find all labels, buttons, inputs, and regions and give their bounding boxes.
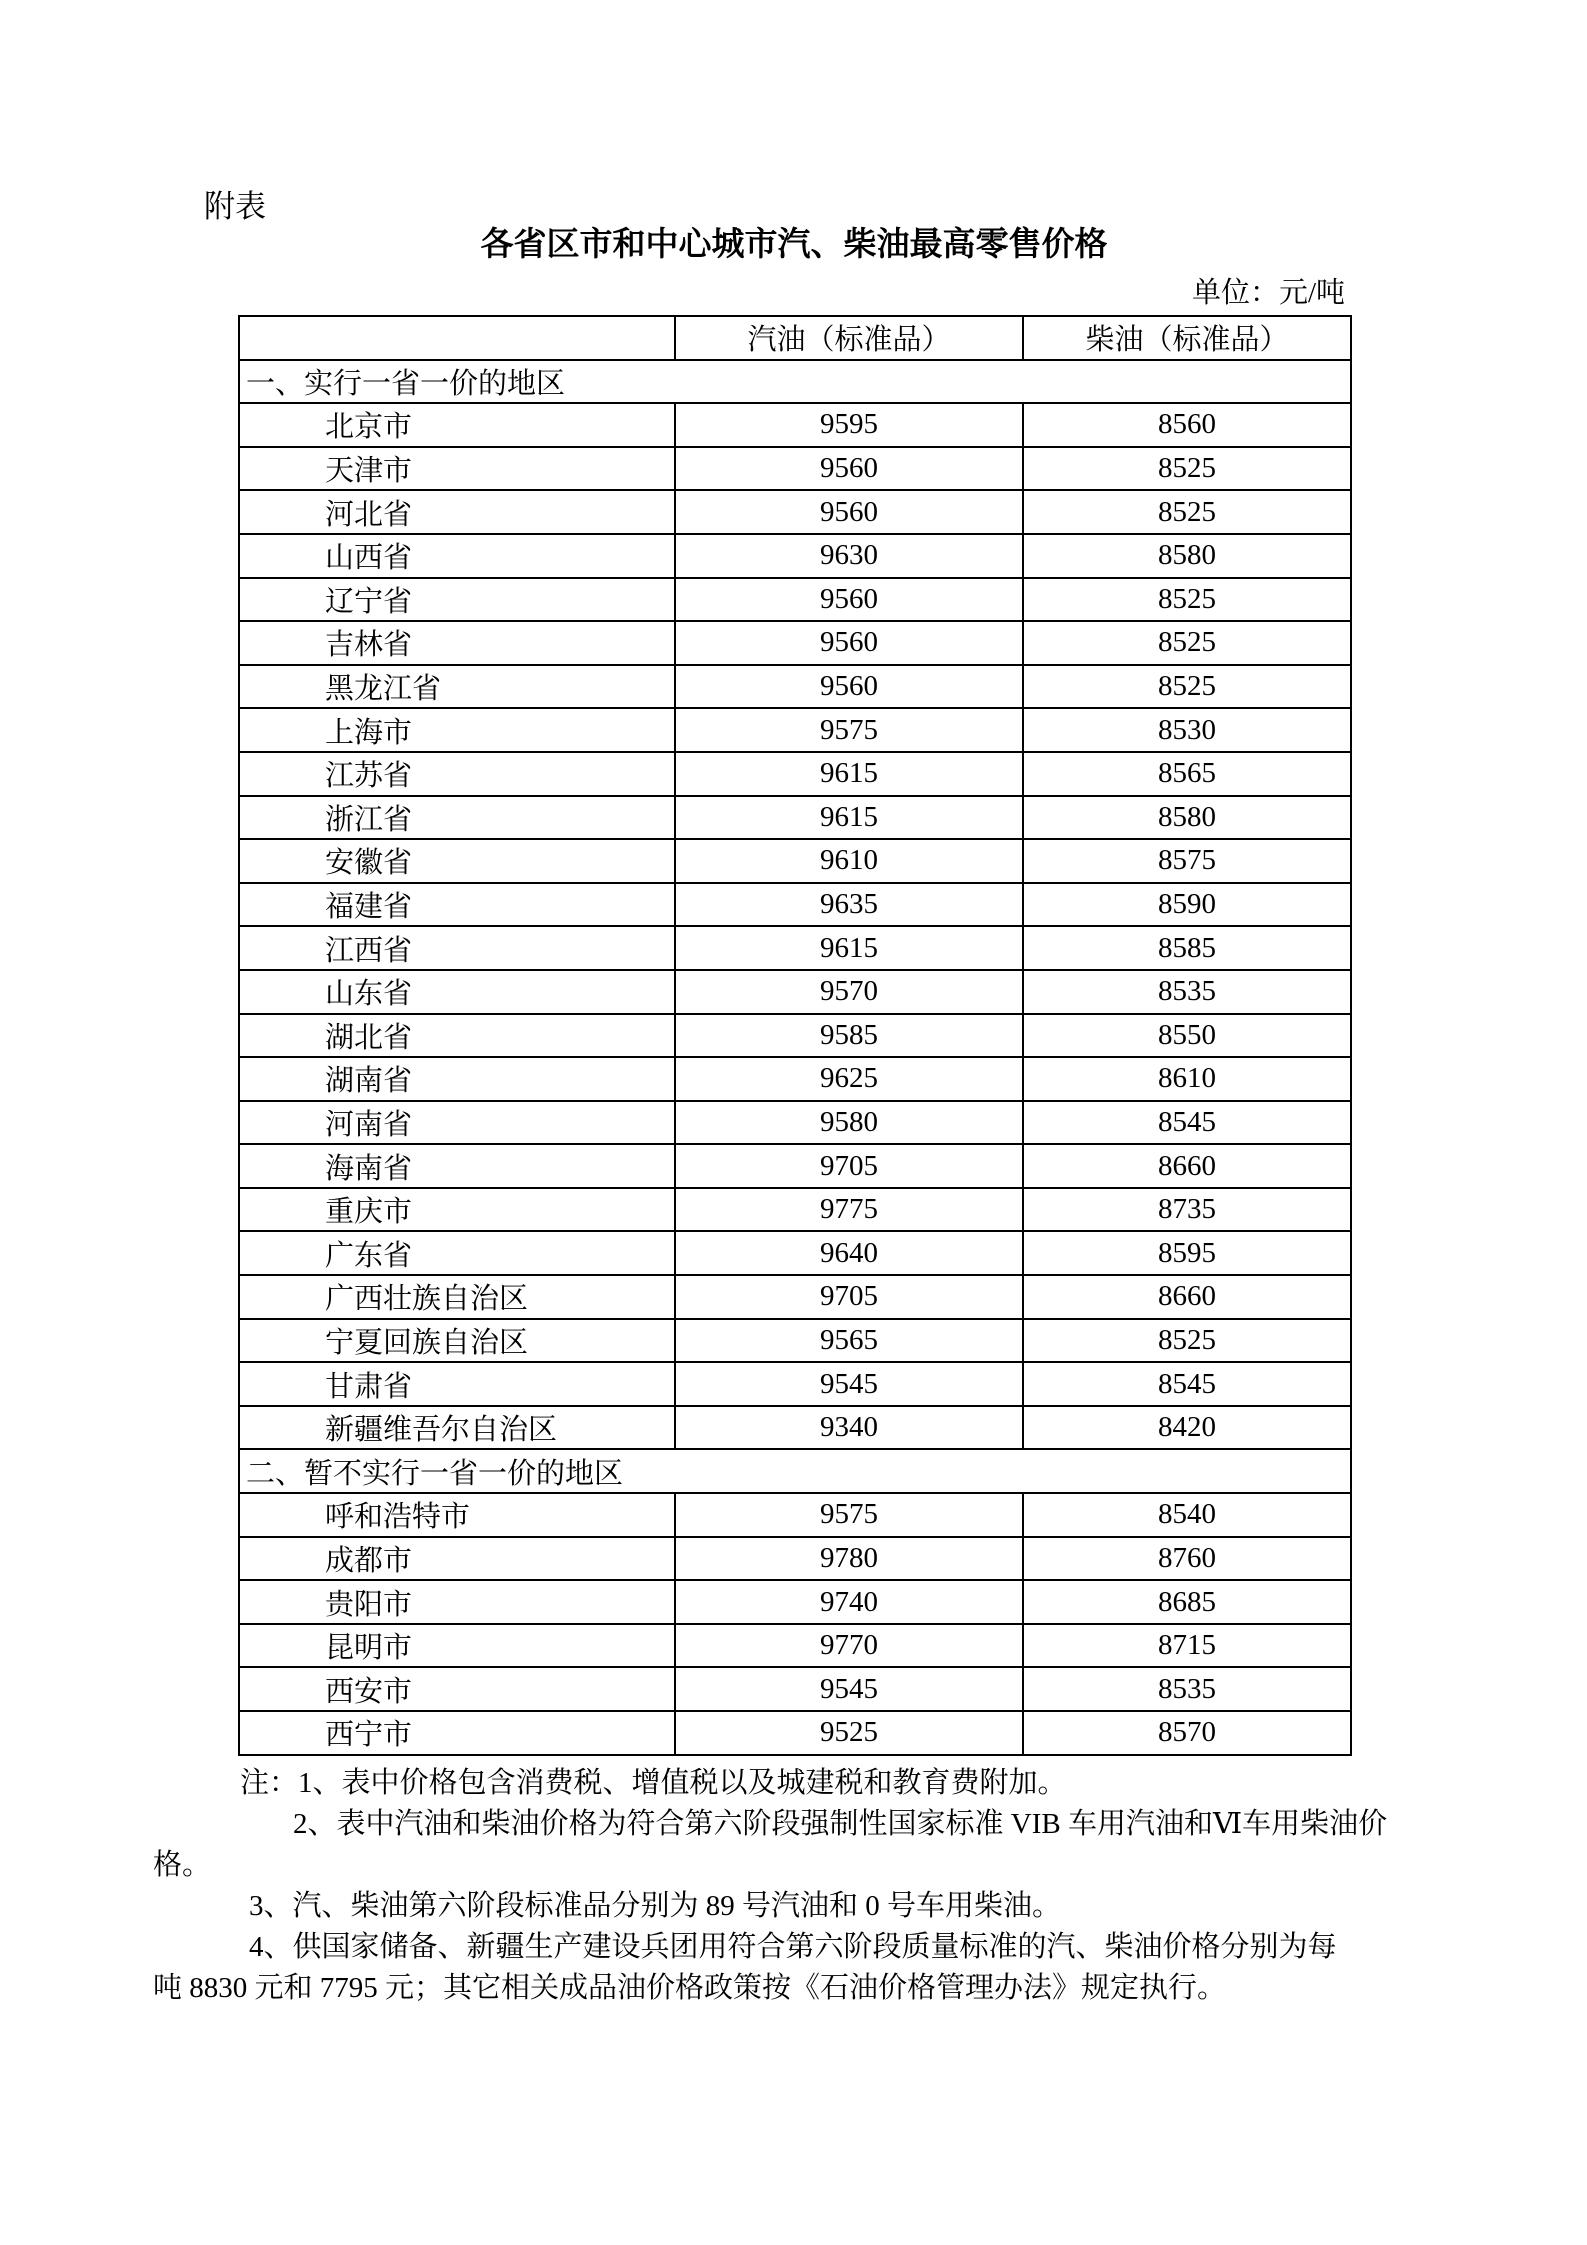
table-row	[239, 490, 1351, 534]
table-row	[239, 447, 1351, 491]
table-row	[239, 970, 1351, 1014]
gasoline-price-cell: 9560	[675, 621, 1023, 665]
table-row	[239, 1711, 1351, 1755]
table-row	[239, 926, 1351, 970]
region-cell: 天津市	[239, 447, 675, 491]
diesel-price-cell: 8580	[1023, 534, 1351, 578]
diesel-price-cell: 8545	[1023, 1362, 1351, 1406]
table-row	[239, 1057, 1351, 1101]
gasoline-price-cell: 9775	[675, 1188, 1023, 1232]
diesel-price-cell: 8565	[1023, 752, 1351, 796]
table-row	[239, 1493, 1351, 1537]
page-title: 各省区市和中心城市汽、柴油最高零售价格	[480, 225, 1108, 262]
region-cell: 成都市	[239, 1537, 675, 1581]
table-row	[239, 1537, 1351, 1581]
region-header-cell	[239, 316, 675, 360]
region-cell: 福建省	[239, 883, 675, 927]
gasoline-price-cell: 9560	[675, 578, 1023, 622]
gasoline-price-cell: 9560	[675, 447, 1023, 491]
gasoline-price-cell: 9560	[675, 665, 1023, 709]
diesel-price-cell: 8735	[1023, 1188, 1351, 1232]
table-row	[239, 883, 1351, 927]
note-line: 3、汽、柴油第六阶段标准品分别为 89 号汽油和 0 号车用柴油。	[249, 1890, 1062, 1922]
gasoline-price-cell: 9630	[675, 534, 1023, 578]
table-row	[239, 621, 1351, 665]
region-cell: 湖南省	[239, 1057, 675, 1101]
notes-section	[153, 1763, 1473, 2009]
annex-label: 附表	[204, 189, 266, 224]
table-row	[239, 1231, 1351, 1275]
table-row	[239, 1101, 1351, 1145]
gasoline-price-cell: 9545	[675, 1667, 1023, 1711]
region-cell: 昆明市	[239, 1624, 675, 1668]
diesel-price-cell: 8535	[1023, 1667, 1351, 1711]
gasoline-price-cell: 9580	[675, 1101, 1023, 1145]
gasoline-header-cell: 汽油（标准品）	[675, 316, 1023, 360]
diesel-price-cell: 8530	[1023, 708, 1351, 752]
gasoline-price-cell: 9575	[675, 1493, 1023, 1537]
region-cell: 山东省	[239, 970, 675, 1014]
region-cell: 重庆市	[239, 1188, 675, 1232]
table-row	[239, 1667, 1351, 1711]
region-cell: 上海市	[239, 708, 675, 752]
region-cell: 呼和浩特市	[239, 1493, 675, 1537]
table-row	[239, 403, 1351, 447]
table-row	[239, 1362, 1351, 1406]
region-cell: 北京市	[239, 403, 675, 447]
table-row	[239, 1188, 1351, 1232]
unit-label: 单位：元/吨	[1191, 277, 1345, 309]
diesel-price-cell: 8760	[1023, 1537, 1351, 1581]
gasoline-price-cell: 9615	[675, 926, 1023, 970]
region-cell: 广东省	[239, 1231, 675, 1275]
diesel-price-cell: 8560	[1023, 403, 1351, 447]
gasoline-price-cell: 9610	[675, 839, 1023, 883]
diesel-price-cell: 8525	[1023, 447, 1351, 491]
table-row	[239, 665, 1351, 709]
table-row	[239, 578, 1351, 622]
gasoline-price-cell: 9640	[675, 1231, 1023, 1275]
gasoline-price-cell: 9525	[675, 1711, 1023, 1755]
diesel-price-cell: 8535	[1023, 970, 1351, 1014]
gasoline-price-cell: 9545	[675, 1362, 1023, 1406]
diesel-price-cell: 8610	[1023, 1057, 1351, 1101]
note-line: 4、供国家储备、新疆生产建设兵团用符合第六阶段质量标准的汽、柴油价格分别为每	[249, 1931, 1337, 1963]
diesel-price-cell: 8685	[1023, 1580, 1351, 1624]
table-row	[239, 534, 1351, 578]
region-cell: 辽宁省	[239, 578, 675, 622]
region-cell: 甘肃省	[239, 1362, 675, 1406]
gasoline-price-cell: 9705	[675, 1144, 1023, 1188]
diesel-price-cell: 8550	[1023, 1014, 1351, 1058]
table-row	[239, 839, 1351, 883]
region-cell: 湖北省	[239, 1014, 675, 1058]
diesel-price-cell: 8570	[1023, 1711, 1351, 1755]
table-row	[239, 1275, 1351, 1319]
region-cell: 安徽省	[239, 839, 675, 883]
region-cell: 海南省	[239, 1144, 675, 1188]
table-row	[239, 1144, 1351, 1188]
table-row	[239, 1580, 1351, 1624]
gasoline-price-cell: 9615	[675, 796, 1023, 840]
gasoline-price-cell: 9575	[675, 708, 1023, 752]
diesel-price-cell: 8660	[1023, 1275, 1351, 1319]
diesel-price-cell: 8715	[1023, 1624, 1351, 1668]
gasoline-price-cell: 9560	[675, 490, 1023, 534]
diesel-price-cell: 8525	[1023, 665, 1351, 709]
gasoline-price-cell: 9595	[675, 403, 1023, 447]
gasoline-price-cell: 9705	[675, 1275, 1023, 1319]
diesel-price-cell: 8575	[1023, 839, 1351, 883]
gasoline-price-cell: 9780	[675, 1537, 1023, 1581]
gasoline-price-cell: 9770	[675, 1624, 1023, 1668]
table-row	[239, 752, 1351, 796]
diesel-header-cell: 柴油（标准品）	[1023, 316, 1351, 360]
region-cell: 河南省	[239, 1101, 675, 1145]
diesel-price-cell: 8525	[1023, 578, 1351, 622]
region-cell: 山西省	[239, 534, 675, 578]
gasoline-price-cell: 9625	[675, 1057, 1023, 1101]
diesel-price-cell: 8585	[1023, 926, 1351, 970]
diesel-price-cell: 8590	[1023, 883, 1351, 927]
table-row	[239, 1406, 1351, 1450]
section-row	[239, 360, 1351, 404]
gasoline-price-cell: 9340	[675, 1406, 1023, 1450]
region-cell: 浙江省	[239, 796, 675, 840]
gasoline-price-cell: 9585	[675, 1014, 1023, 1058]
region-cell: 西宁市	[239, 1711, 675, 1755]
gasoline-price-cell: 9615	[675, 752, 1023, 796]
gasoline-price-cell: 9570	[675, 970, 1023, 1014]
gasoline-price-cell: 9565	[675, 1319, 1023, 1363]
diesel-price-cell: 8580	[1023, 796, 1351, 840]
gasoline-price-cell: 9635	[675, 883, 1023, 927]
price-table	[238, 315, 1352, 1756]
section-row	[239, 1449, 1351, 1493]
note-line: 注：1、表中价格包含消费税、增值税以及城建税和教育费附加。	[240, 1767, 1067, 1799]
diesel-price-cell: 8525	[1023, 490, 1351, 534]
price-table-body	[239, 360, 1351, 1755]
diesel-price-cell: 8595	[1023, 1231, 1351, 1275]
region-cell: 新疆维吾尔自治区	[239, 1406, 675, 1450]
region-cell: 宁夏回族自治区	[239, 1319, 675, 1363]
note-line: 格。	[153, 1849, 212, 1881]
note-line: 2、表中汽油和柴油价格为符合第六阶段强制性国家标准 VIB 车用汽油和Ⅵ车用柴油价	[293, 1808, 1388, 1840]
diesel-price-cell: 8420	[1023, 1406, 1351, 1450]
region-cell: 西安市	[239, 1667, 675, 1711]
region-cell: 贵阳市	[239, 1580, 675, 1624]
diesel-price-cell: 8525	[1023, 621, 1351, 665]
table-row	[239, 708, 1351, 752]
section-label: 一、实行一省一价的地区	[239, 360, 1351, 404]
note-line: 吨 8830 元和 7795 元；其它相关成品油价格政策按《石油价格管理办法》规定执行。	[153, 1972, 1227, 2004]
table-header-row	[239, 316, 1351, 360]
table-row	[239, 1014, 1351, 1058]
region-cell: 江苏省	[239, 752, 675, 796]
diesel-price-cell: 8660	[1023, 1144, 1351, 1188]
table-row	[239, 1319, 1351, 1363]
region-cell: 黑龙江省	[239, 665, 675, 709]
diesel-price-cell: 8540	[1023, 1493, 1351, 1537]
table-row	[239, 796, 1351, 840]
table-row	[239, 1624, 1351, 1668]
diesel-price-cell: 8545	[1023, 1101, 1351, 1145]
diesel-price-cell: 8525	[1023, 1319, 1351, 1363]
region-cell: 河北省	[239, 490, 675, 534]
region-cell: 吉林省	[239, 621, 675, 665]
section-label: 二、暂不实行一省一价的地区	[239, 1449, 1351, 1493]
gasoline-price-cell: 9740	[675, 1580, 1023, 1624]
region-cell: 江西省	[239, 926, 675, 970]
region-cell: 广西壮族自治区	[239, 1275, 675, 1319]
